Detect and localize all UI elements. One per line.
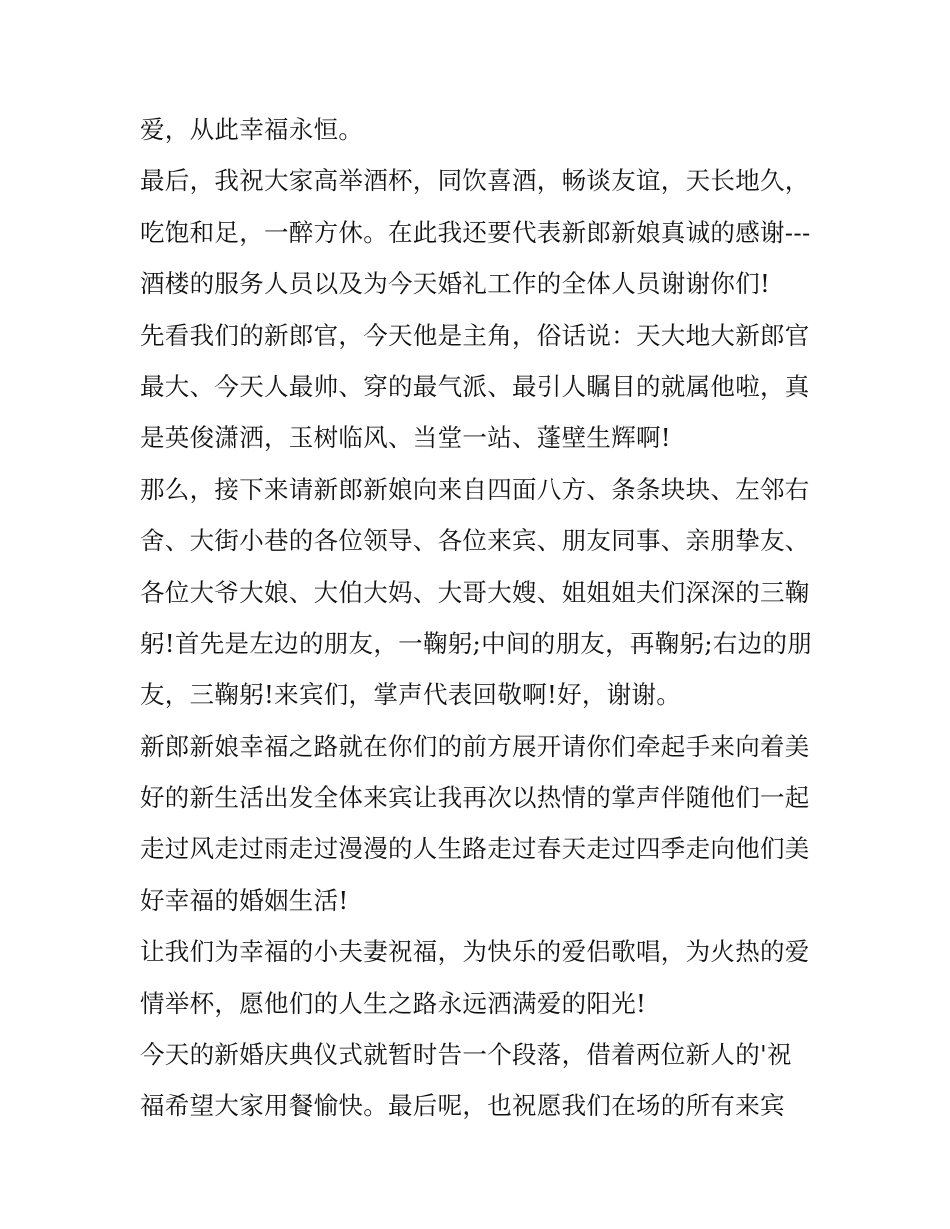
text-line: 情举杯，愿他们的人生之路永远洒满爱的阳光!	[140, 988, 647, 1018]
document-body	[140, 104, 830, 1132]
text-line: 今天的新婚庆典仪式就暂时告一个段落，借着两位新人的'祝	[140, 1040, 792, 1070]
text-line: 各位大爷大娘、大伯大妈、大哥大嫂、姐姐姐夫们深深的三鞠	[140, 577, 810, 607]
text-line: 好的新生活出发全体来宾让我再次以热情的掌声伴随他们一起	[140, 783, 810, 813]
text-line: 走过风走过雨走过漫漫的人生路走过春天走过四季走向他们美	[140, 834, 810, 864]
text-line: 新郎新娘幸福之路就在你们的前方展开请你们牵起手来向着美	[140, 731, 810, 761]
text-line: 先看我们的新郎官，今天他是主角，俗话说：天大地大新郎官	[140, 320, 810, 350]
text-line: 友，三鞠躬!来宾们，掌声代表回敬啊!好，谢谢。	[140, 680, 682, 710]
text-line: 福希望大家用餐愉快。最后呢，也祝愿我们在场的所有来宾	[140, 1091, 785, 1121]
text-line: 最大、今天人最帅、穿的最气派、最引人瞩目的就属他啦，真	[140, 371, 810, 401]
text-line: 舍、大街小巷的各位领导、各位来宾、朋友同事、亲朋挚友、	[140, 526, 810, 556]
text-line: 爱，从此幸福永恒。	[140, 115, 364, 144]
text-line: 最后，我祝大家高举酒杯，同饮喜酒，畅谈友谊，天长地久，	[140, 166, 810, 196]
text-line: 那么，接下来请新郎新娘向来自四面八方、条条块块、左邻右	[140, 474, 810, 504]
text-line: 酒楼的服务人员以及为今天婚礼工作的全体人员谢谢你们!	[140, 269, 771, 299]
text-line: 吃饱和足，一醉方休。在此我还要代表新郎新娘真诚的感谢---	[140, 217, 811, 247]
text-line: 好幸福的婚姻生活!	[140, 885, 349, 915]
text-line: 是英俊潇洒，玉树临风、当堂一站、蓬壁生辉啊!	[140, 423, 671, 453]
text-line: 让我们为幸福的小夫妻祝福，为快乐的爱侣歌唱，为火热的爱	[140, 937, 810, 967]
text-line: 躬!首先是左边的朋友，一鞠躬;中间的朋友，再鞠躬;右边的朋	[140, 628, 813, 658]
